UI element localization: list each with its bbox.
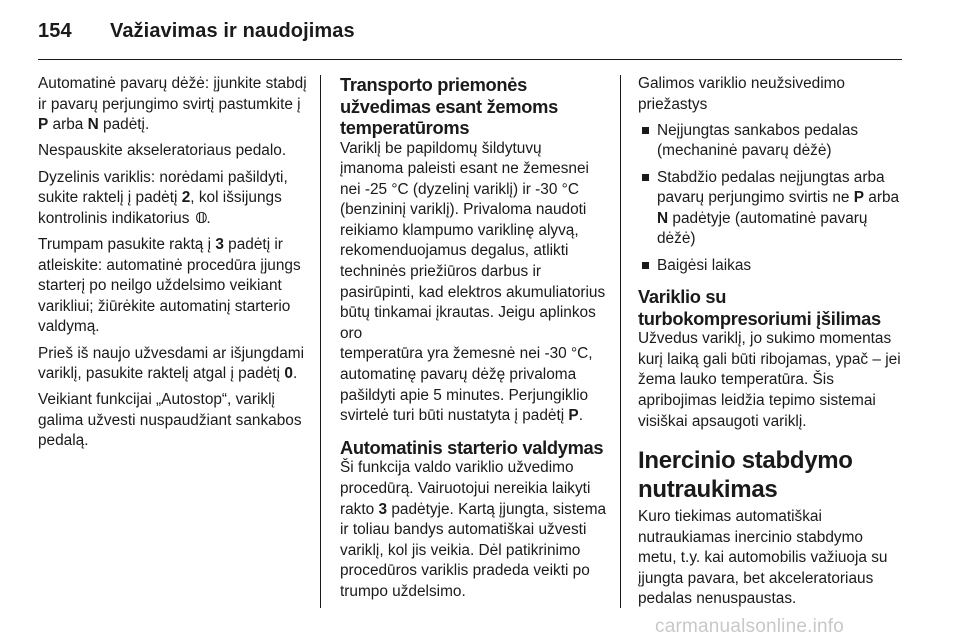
paragraph: Galimos variklio neužsivedimo priežastys	[638, 75, 845, 113]
paragraph: Ši funkcija valdo variklio užvedimo procedūrą. Vairuotojui nereikia laikyti rakto 3 padėtyje. Kartą įjungta, sistema ir toliau bandys automatiškai užvesti variklį, kol jis veikia. Dėl patikrinimo procedūros variklis pradeda veikti po trumpo uždelsimo.	[340, 459, 607, 600]
list-item: Stabdžio pedalas neįjungtas arba pavarų perjungimo svirtis ne P arba N padėtyje (automatinė pavarų dėžė)	[638, 168, 904, 250]
bullet-icon	[642, 127, 649, 134]
column-2	[340, 74, 608, 608]
section-heading: Transporto priemonės užvedimas esant žemoms temperatūroms	[340, 74, 558, 138]
paragraph: Automatinė pavarų dėžė: įjunkite stabdį ir pavarų perjungimo svirtį pastumkite į P arba N padėtį.	[38, 75, 307, 134]
page-header	[38, 20, 355, 43]
preheating-coil-icon: 𝟘	[194, 209, 208, 227]
column-divider-1	[320, 75, 321, 608]
watermark: carmanualsonline.info	[655, 616, 845, 637]
paragraph: Užvedus variklį, jo sukimo momentas kurį laiką gali būti ribojamas, ypač – jei žema lauko temperatūra. Šis apribojimas leidžia tepimo sistemai visiškai apsaugoti variklį.	[638, 330, 901, 430]
column-3	[638, 74, 904, 616]
list-item: Baigėsi laikas	[638, 256, 904, 277]
paragraph: Veikiant funkcijai „Autostop“, variklį galima užvesti nuspaudžiant sankabos pedalą.	[38, 391, 302, 450]
paragraph: Nespauskite akseleratoriaus pedalo.	[38, 142, 287, 160]
bullet-icon	[642, 262, 649, 269]
paragraph: Dyzelinis variklis: norėdami pašildyti, sukite raktelį į padėtį 2, kol išsijungs kontrolinis indikatorius 𝟘.	[38, 168, 308, 230]
column-1	[38, 74, 308, 458]
chapter-heading: Inercinio stabdymo nutraukimas	[638, 447, 853, 504]
paragraph: Trumpam pasukite raktą į 3 padėtį ir atleiskite: automatinė procedūra įjungs starterį po neilgo uždelsimo veikiant varikliui; žiūrėkite automatinį starterio valdymą.	[38, 235, 301, 336]
section-heading: Automatinis starterio valdymas	[340, 436, 604, 458]
page-number: 154	[38, 20, 72, 42]
paragraph: Variklį be papildomų šildytuvų įmanoma paleisti esant ne žemesnei nei -25 °C (dyzelinį variklį) ir -30 °C (benzininį variklį). Privaloma naudoti reikiamo klampumo variklinę alyvą, rekomenduojamus degalus, atlikti techninės priežiūros darbus ir pasirūpinti, kad elektros akumuliatorius būtų tinkamai įkrautas. Jeigu aplinkos oro	[340, 139, 606, 342]
paragraph: Kuro tiekimas automatiškai nutraukiamas inercinio stabdymo metu, t.y. kai automobilis važiuoja su įjungta pavara, bet akceleratoriaus pedalas nenuspaustas.	[638, 508, 888, 608]
cause-list	[638, 121, 904, 276]
paragraph: temperatūra yra žemesnė nei -30 °C, automatinę pavarų dėžę privaloma pašildyti apie 5 minutes. Perjungiklio svirtelė turi būti nustatyta į padėtį P.	[340, 345, 593, 425]
column-divider-2	[620, 75, 621, 608]
bullet-icon	[642, 174, 649, 181]
section-heading: Variklio su turbokompresoriumi įšilimas	[638, 286, 881, 329]
paragraph: Prieš iš naujo užvesdami ar išjungdami variklį, pasukite raktelį atgal į padėtį 0.	[38, 344, 305, 383]
list-item: Neįjungtas sankabos pedalas (mechaninė pavarų dėžė)	[638, 121, 904, 162]
header-rule	[38, 59, 902, 60]
page-title: Važiavimas ir naudojimas	[110, 20, 355, 42]
